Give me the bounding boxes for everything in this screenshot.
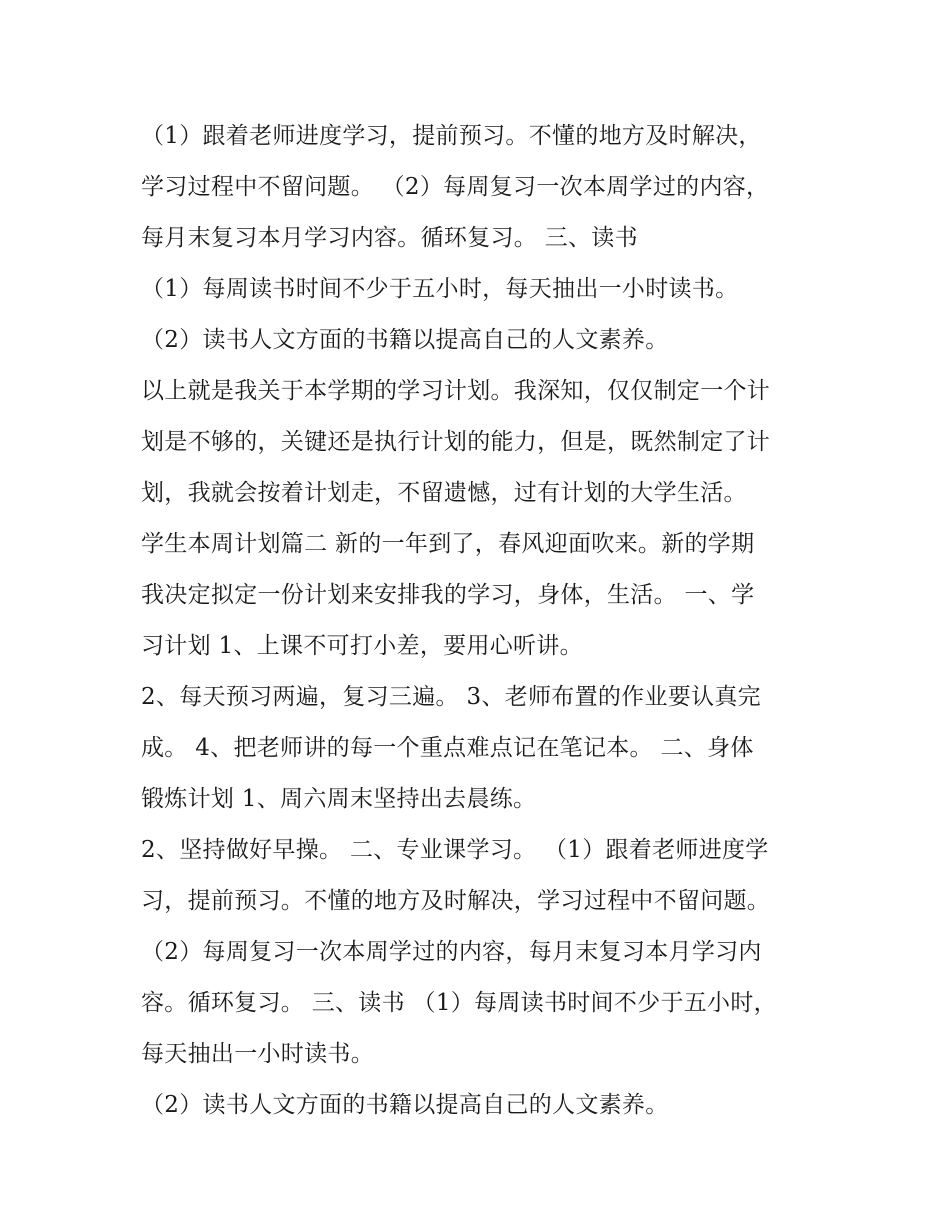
text-line: 容。循环复习。 三、读书 （1）每周读书时间不少于五小时， xyxy=(141,990,777,1016)
document-body xyxy=(141,111,831,1131)
text-line: 划，我就会按着计划走，不留遗憾，过有计划的大学生活。 xyxy=(141,480,747,506)
text-line: （1）每周读书时间不少于五小时，每天抽出一小时读书。 xyxy=(141,276,739,302)
text-line: 2、每天预习两遍，复习三遍。 3、老师布置的作业要认真完 xyxy=(141,684,761,710)
text-line: 以上就是我关于本学期的学习计划。我深知，仅仅制定一个计 xyxy=(141,378,771,404)
text-line: （1）跟着老师进度学习，提前预习。不懂的地方及时解决， xyxy=(141,123,762,149)
text-line: （2）读书人文方面的书籍以提高自己的人文素养。 xyxy=(141,327,669,353)
text-line: （2）读书人文方面的书籍以提高自己的人文素养。 xyxy=(141,1092,669,1118)
text-line: 每月末复习本月学习内容。循环复习。 三、读书 xyxy=(141,225,638,251)
text-line: 成。 4、把老师讲的每一个重点难点记在笔记本。 二、身体 xyxy=(141,735,754,761)
text-line: 学习过程中不留问题。 （2）每周复习一次本周学过的内容， xyxy=(141,174,770,200)
text-line: 2、坚持做好早操。 二、专业课学习。 （1）跟着老师进度学 xyxy=(141,837,769,863)
text-line: 学生本周计划篇二 新的一年到了，春风迎面吹来。新的学期 xyxy=(141,531,755,557)
text-line: 习计划 1、上课不可打小差，要用心听讲。 xyxy=(141,633,583,659)
text-line: 锻炼计划 1、周六周末坚持出去晨练。 xyxy=(141,786,537,812)
text-line: （2）每周复习一次本周学过的内容，每月末复习本月学习内 xyxy=(141,939,762,965)
text-line: 习，提前预习。不懂的地方及时解决，学习过程中不留问题。 xyxy=(141,888,771,914)
text-line: 我决定拟定一份计划来安排我的学习，身体，生活。 一、学 xyxy=(141,582,755,608)
text-line: 每天抽出一小时读书。 xyxy=(141,1041,374,1067)
text-line: 划是不够的，关键还是执行计划的能力，但是，既然制定了计 xyxy=(141,429,771,455)
